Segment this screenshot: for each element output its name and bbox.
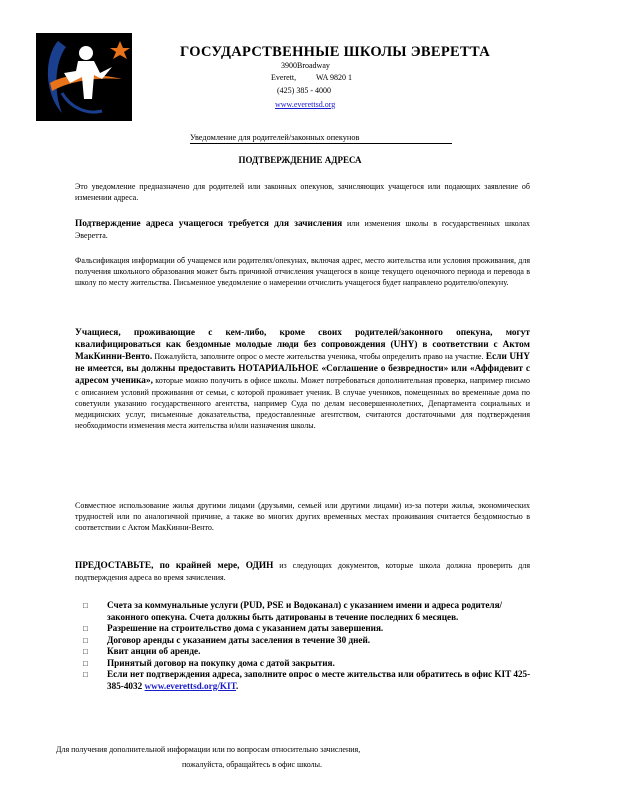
address-city: Everett, bbox=[271, 73, 297, 82]
school-title: ГОСУДАРСТВЕННЫЕ ШКОЛЫ ЭВЕРЕТТА bbox=[180, 44, 490, 60]
bullet-icon: □ bbox=[83, 658, 88, 668]
uhy-text-1: Пожалуйста, заполните опрос о месте жительства ученика, чтобы определить право на участие. bbox=[152, 352, 484, 361]
list-item: □ Счета за коммунальные услуги (PUD, PSE и Водоканал) с указанием имени и адреса родителя/законного опекуна. Счета должны быть датированы в течение последних 6 месяцев. bbox=[83, 600, 503, 622]
website-link[interactable]: www.everettsd.org bbox=[275, 100, 336, 109]
list-item: □ Квит анции об аренде. bbox=[83, 646, 201, 656]
list-item: □ Договор аренды с указанием даты заселения в течение 30 дней. bbox=[83, 634, 371, 645]
requirement-bold: Подтверждение адреса учащегося требуется для зачисления bbox=[75, 219, 343, 229]
address-street: 3900Broadway bbox=[281, 61, 330, 70]
paragraph-provide bbox=[75, 560, 530, 583]
notice-underline bbox=[190, 143, 452, 144]
footer-line-1: Для получения дополнительной информации или по вопросам относительно зачисления, bbox=[56, 745, 361, 754]
bullet-icon: □ bbox=[83, 624, 88, 633]
logo-graphic bbox=[36, 33, 132, 121]
requirement-text: или изменения школы в государственных школах Эверетта. bbox=[75, 219, 531, 240]
uhy-bold-2: Если UHY не имеется, вы должны предоставить НОТАРИАЛЬНОЕ «Соглашение о безвредности» или «Аффидевит с адресом ученика», bbox=[75, 352, 530, 386]
bullet-icon: □ bbox=[83, 670, 88, 679]
list-item: □ Принятый договор на покупку дома с датой закрытия. bbox=[83, 657, 335, 668]
uhy-text-2: которые можно получить в офисе школы. Может потребоваться дополнительная проверка, например письмо с описанием условий проживания от семьи, с которой проживает ученик. В случае учеников, помещенных во временные дома по советуили указанию государственного агентства, например Суда по делам несовершеннолетних, Департамента социальных и медицинских услуг, письменные доказательства, предоставленные агентством, считаются достаточными для подтверждения необходимости изменения места жительства и/или назначения школы. bbox=[75, 376, 530, 430]
paragraph-purpose: Это уведомление предназначено для родителей или законных опекунов, зачисляющих учащегося или подающих заявление об изменении адреса. bbox=[75, 182, 530, 202]
kit-link[interactable]: www.everettsd.org/KIT bbox=[144, 680, 237, 691]
bullet-icon: □ bbox=[83, 635, 88, 645]
documents-list bbox=[75, 600, 535, 692]
paragraph-requirement bbox=[75, 218, 530, 241]
uhy-bold-1: Учащиеся, проживающие с кем-либо, кроме своих родителей/законного опекуна, могут квалифицироваться как бездомные молодые люди без сопровождения (UHY) в соответствии с Актом МакКинни-Венто. bbox=[75, 328, 530, 362]
paragraph-homelessness: Совместное использование жилья другими лицами (друзьями, семьей или другими лицами) из-за потери жилья, экономических трудностей или по аналогичной причине, а также во многих других временных местах проживания считается бездомностью в соответствии с Актом МакКинни-Венто. bbox=[75, 501, 530, 532]
paragraph-falsification: Фальсификация информации об учащемся или родителях/опекунах, включая адрес, место жительства или условия проживания, для получения школьного образования может быть причиной отчисления учащегося в конце текущего оценочного периода и перевода в школу по месту жительства. Письменное уведомление о намерении отчислить учащегося будет направлено родителю/опекуну. bbox=[75, 256, 530, 287]
provide-bold: ПРЕДОСТАВЬТЕ, по крайней мере, ОДИН bbox=[75, 561, 274, 571]
list-item: □ Разрешение на строительство дома с указанием даты завершения. bbox=[83, 623, 384, 633]
address-state-zip: WA 9820 1 bbox=[316, 73, 352, 82]
bullet-icon: □ bbox=[83, 647, 88, 656]
provide-text: из следующих документов, которые школа должна проверить для подтверждения адреса во время зачисления. bbox=[75, 561, 530, 582]
bullet-icon: □ bbox=[83, 601, 88, 610]
footer-line-2: пожалуйста, обращайтесь в офис школы. bbox=[182, 760, 322, 769]
list-item: □ Если нет подтверждения адреса, заполните опрос о месте жительства или обратитесь в офис KIT 425-385-4032 www.everettsd.org/KIT. bbox=[83, 669, 531, 691]
paragraph-uhy bbox=[75, 327, 530, 431]
document-heading: ПОДТВЕРЖДЕНИЕ АДРЕСА bbox=[238, 155, 362, 165]
notice-audience: Уведомление для родителей/законных опекунов bbox=[190, 133, 360, 142]
phone-number: (425) 385 - 4000 bbox=[277, 86, 331, 95]
school-logo bbox=[36, 33, 132, 121]
